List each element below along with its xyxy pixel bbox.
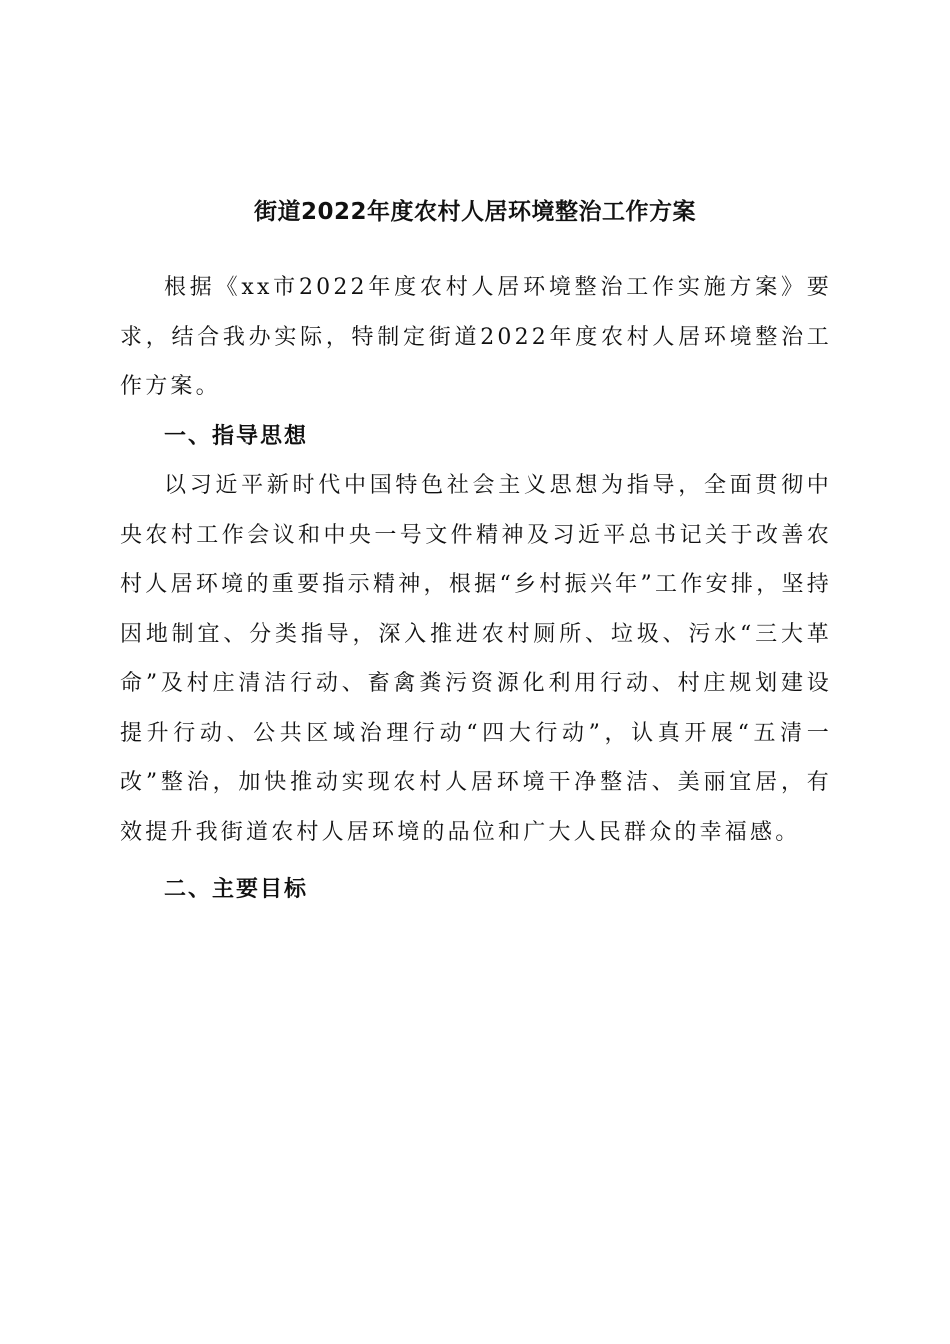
intro-paragraph: 根据《xx市2022年度农村人居环境整治工作实施方案》要求，结合我办实际，特制定街道2022年度农村人居环境整治工作方案。 bbox=[120, 275, 832, 399]
document-title: 街道2022年度农村人居环境整治工作方案 bbox=[253, 199, 696, 225]
section-heading-main-goals: 二、主要目标 bbox=[164, 877, 309, 902]
document-body bbox=[120, 263, 832, 915]
section-spacer bbox=[120, 857, 832, 865]
guiding-ideology-paragraph: 以习近平新时代中国特色社会主义思想为指导，全面贯彻中央农村工作会议和中央一号文件精神及习近平总书记关于改善农村人居环境的重要指示精神，根据“乡村振兴年”工作安排，坚持因地制宜、分类指导，深入推进农村厕所、垃圾、污水“三大革命”及村庄清洁行动、畜禽粪污资源化利用行动、村庄规划建设提升行动、公共区域治理行动“四大行动”，认真开展“五清一改”整治，加快推动实现农村人居环境干净整洁、美丽宜居，有效提升我街道农村人居环境的品位和广大人民群众的幸福感。 bbox=[120, 473, 832, 845]
section-heading-guiding-ideology: 一、指导思想 bbox=[164, 423, 309, 449]
